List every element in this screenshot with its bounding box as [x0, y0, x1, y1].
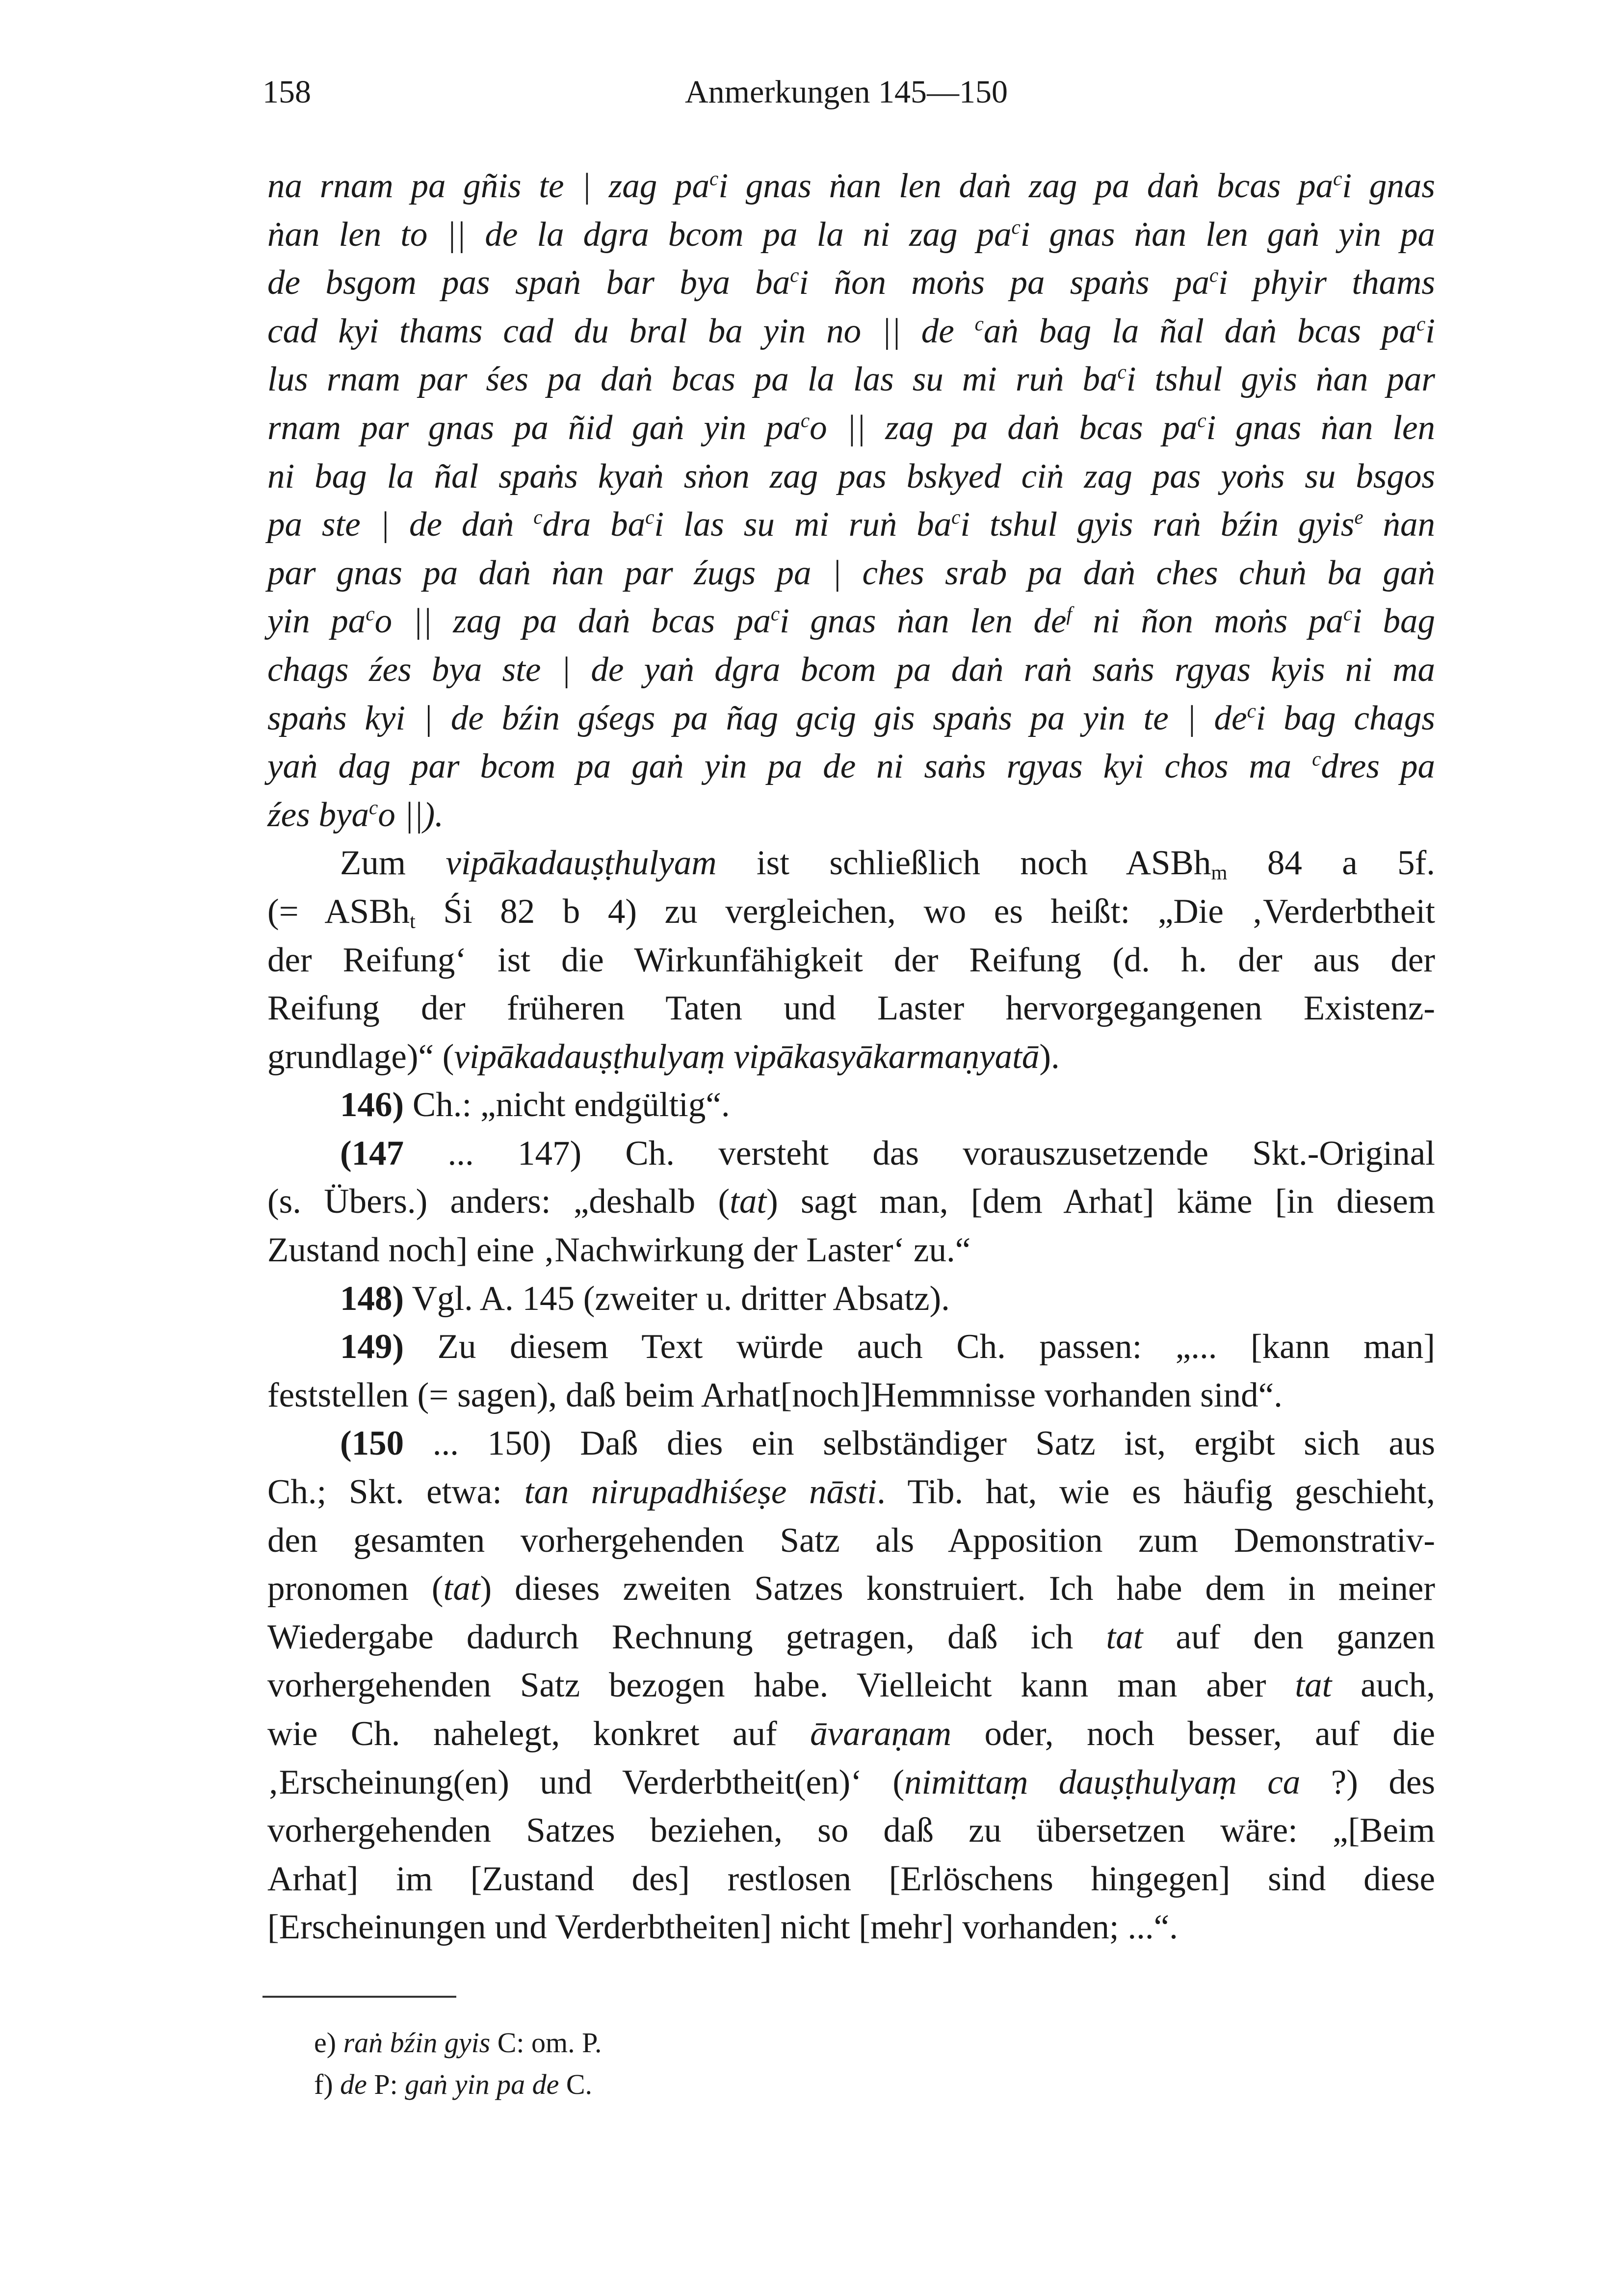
main-text — [267, 162, 1435, 1952]
note-150-line: Arhat] im [Zustand des] restlosen [Erlöschens hingegen] sind diese — [267, 1859, 1435, 1898]
tibetan-line: cad kyi thams cad du bral ba yin no || de $^c$aṅ bag la ñal daṅ bcas $pa^ci$ — [267, 312, 1435, 350]
note-150-line: wie Ch. nahelegt, konkret auf āvaraṇam oder, noch besser, auf die — [267, 1715, 1436, 1753]
paragraph-line: grundlage)“ (vipākadauṣṭhulyaṃ vipākasyākarmaṇyatā). — [267, 1037, 1060, 1076]
note-149-line: 149) Zu diesem Text würde auch Ch. passen: „... [kann man] — [340, 1328, 1435, 1366]
paragraph-line: Reifung der früheren Taten und Laster hervorgegangenen Existenz- — [267, 989, 1435, 1028]
note-150-line: (150 ... 150) Daß dies ein selbständiger Satz ist, ergibt sich aus — [340, 1424, 1435, 1463]
paragraph-line: der Reifung‘ ist die Wirkunfähigkeit der Reifung (d. h. der aus der — [267, 940, 1435, 979]
tibetan-line: yin $pa^co$ || zag pa daṅ bcas $pa^ci$ gnas ṅan len $de^f$ ni ñon moṅs $pa^ci$ bag — [267, 602, 1435, 641]
note-149-line: feststellen (= sagen), daß beim Arhat[noch]Hemmnisse vorhanden sind“. — [267, 1376, 1283, 1414]
page-number: 158 — [262, 74, 311, 110]
note-150-line: ‚Erscheinung(en) und Verderbtheit(en)‘ (nimittaṃ dauṣṭhulyaṃ ca ?) des — [267, 1763, 1435, 1801]
note-150-line: [Erscheinungen und Verderbtheiten] nicht [mehr] vorhanden; ...“. — [267, 1908, 1178, 1947]
paragraph-line: (= ASBh$_t$ Śi 82 b 4) zu vergleichen, wo es heißt: „Die ‚Verderbtheit — [267, 892, 1435, 933]
running-header — [262, 74, 1430, 118]
tibetan-line: lus rnam par śes pa daṅ bcas pa la las su mi ruṅ $ba^ci$ tshul gyis ṅan par — [267, 360, 1435, 399]
note-147-line: (147 ... 147) Ch. versteht das vorauszusetzende Skt.-Original — [340, 1134, 1435, 1173]
tibetan-line: pa ste | de daṅ $^c$dra $ba^ci$ las su mi ruṅ $ba^ci$ tshul gyis raṅ bźin gyis$^e$ ṅan — [267, 505, 1436, 544]
tibetan-line: par gnas pa daṅ ṅan par źugs pa | ches srab pa daṅ ches chuṅ ba gaṅ — [267, 553, 1435, 592]
note-148: 148) Vgl. A. 145 (zweiter u. dritter Absatz). — [340, 1279, 950, 1318]
tibetan-line: spaṅs kyi | de bźin gśegs pa ñag gcig gis spaṅs pa yin te | $de^ci$ bag chags — [267, 699, 1435, 737]
tibetan-line: yaṅ dag par bcom pa gaṅ yin pa de ni saṅs rgyas kyi chos ma $^c$dres pa — [267, 747, 1436, 786]
note-150-line: vorhergehenden Satz bezogen habe. Vielleicht kann man aber tat auch, — [267, 1666, 1435, 1705]
note-150-line: Ch.; Skt. etwa: tan nirupadhiśeṣe nāsti. Tib. hat, wie es häufig geschieht, — [267, 1473, 1435, 1512]
tibetan-line: chags źes bya ste | de yaṅ dgra bcom pa daṅ raṅ saṅs rgyas kyis ni ma — [267, 650, 1435, 689]
tibetan-line: de bsgom pas spaṅ bar bya $ba^ci$ ñon moṅs pa spaṅs $pa^ci$ phyir thams — [267, 263, 1435, 302]
running-title: Anmerkungen 145—150 — [684, 74, 1008, 110]
note-146: 146) Ch.: „nicht endgültig“. — [340, 1086, 730, 1124]
note-147-line: (s. Übers.) anders: „deshalb (tat) sagt man, [dem Arhat] käme [in diesem — [267, 1182, 1436, 1221]
note-150-line: pronomen (tat) dieses zweiten Satzes konstruiert. Ich habe dem in meiner — [267, 1569, 1435, 1608]
tibetan-line: rnam par gnas pa ñid gaṅ yin $pa^co$ || zag pa daṅ bcas $pa^ci$ gnas ṅan len — [267, 408, 1435, 447]
tibetan-line: źes bya$^c$o ||). — [267, 795, 444, 834]
footnote-rule — [262, 1996, 456, 1998]
footnote-e: e) raṅ bźin gyis C: om. P. — [314, 2027, 602, 2059]
tibetan-line: ṅan len to || de la dgra bcom pa la ni zag $pa^ci$ gnas ṅan len gaṅ yin pa — [267, 215, 1435, 254]
tibetan-line: na rnam pa gñis te | zag $pa^ci$ gnas ṅan len daṅ zag pa daṅ bcas $pa^ci$ gnas — [267, 167, 1435, 205]
footnote-f: f) de P: gaṅ yin pa de C. — [314, 2068, 593, 2100]
paragraph-line: Zum vipākadauṣṭhulyam ist schließlich noch ASBh$_m$ 84 a 5f. — [340, 844, 1435, 885]
note-150-line: vorhergehenden Satzes beziehen, so daß zu übersetzen wäre: „[Beim — [267, 1811, 1435, 1850]
note-150-line: Wiedergabe dadurch Rechnung getragen, daß ich tat auf den ganzen — [267, 1618, 1435, 1656]
tibetan-line: ni bag la ñal spaṅs kyaṅ sṅon zag pas bskyed ciṅ zag pas yoṅs su bsgos — [267, 457, 1435, 496]
note-147-line: Zustand noch] eine ‚Nachwirkung der Laster‘ zu.“ — [267, 1231, 971, 1270]
note-150-line: den gesamten vorhergehenden Satz als Apposition zum Demonstrativ- — [267, 1521, 1435, 1560]
